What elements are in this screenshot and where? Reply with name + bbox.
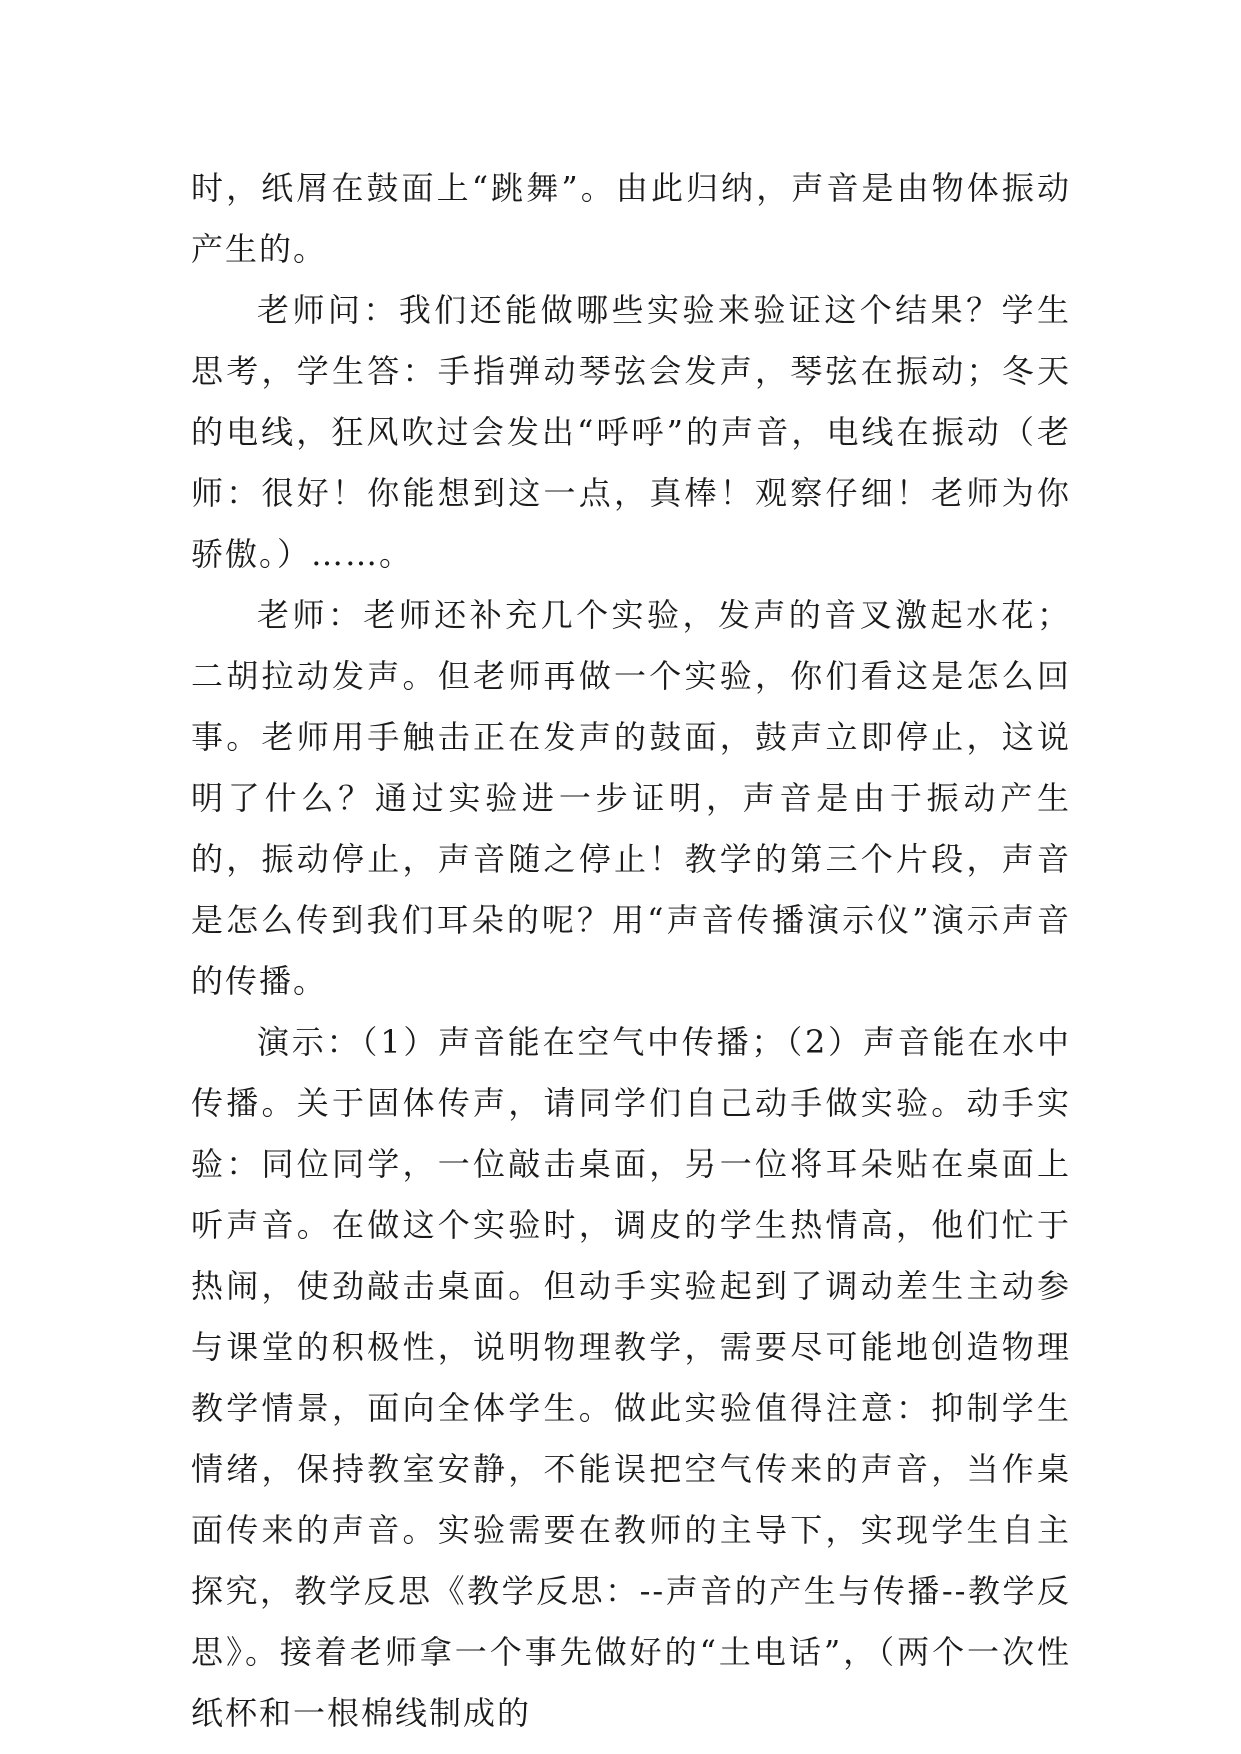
paragraph-teacher-experiments: 老师：老师还补充几个实验，发声的音叉激起水花；二胡拉动发声。但老师再做一个实验，你们看这是怎么回事。老师用手触击正在发声的鼓面，鼓声立即停止，这说明了什么？通过实验进一步证明，声音是由于振动产生的，振动停止，声音随之停止！教学的第三个片段，声音是怎么传到我们耳朵的呢？用“声音传播演示仪”演示声音的传播。: [191, 596, 1071, 1000]
paragraph-continuation: 时，纸屑在鼓面上“跳舞”。由此归纳，声音是由物体振动产生的。: [191, 169, 1071, 268]
paragraph-teacher-question: 老师问：我们还能做哪些实验来验证这个结果？学生思考，学生答：手指弹动琴弦会发声，琴弦在振动；冬天的电线，狂风吹过会发出“呼呼”的声音，电线在振动（老师：很好！你能想到这一点，真棒！观察仔细！老师为你骄傲。）……。: [191, 291, 1071, 573]
paragraph-demonstration: 演示：（1）声音能在空气中传播；（2）声音能在水中传播。关于固体传声，请同学们自己动手做实验。动手实验：同位同学，一位敲击桌面，另一位将耳朵贴在桌面上听声音。在做这个实验时，调皮的学生热情高，他们忙于热闹，使劲敲击桌面。但动手实验起到了调动差生主动参与课堂的积极性，说明物理教学，需要尽可能地创造物理教学情景，面向全体学生。做此实验值得注意：抑制学生情绪，保持教室安静，不能误把空气传来的声音，当作桌面传来的声音。实验需要在教师的主导下，实现学生自主探究，教学反思《教学反思：--声音的产生与传播--教学反思》。接着老师拿一个事先做好的“土电话”，（两个一次性纸杯和一根棉线制成的: [191, 1023, 1071, 1732]
body-text: [191, 158, 1071, 1744]
